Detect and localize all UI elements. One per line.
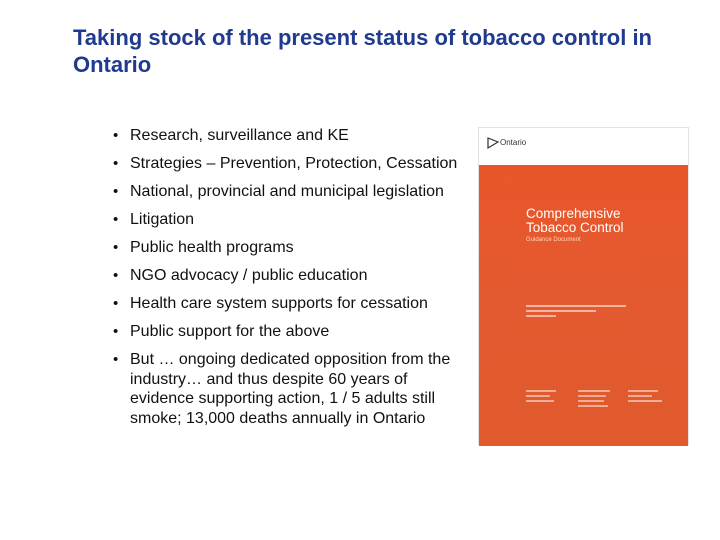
credit-line: [526, 400, 554, 402]
bullet-item: • Public health programs: [113, 238, 463, 258]
credit-line: [628, 395, 652, 397]
cover-header: [479, 128, 688, 165]
bullet-item: • Strategies – Prevention, Protection, Cessation: [113, 154, 463, 174]
bullet-item: • National, provincial and municipal legislation: [113, 182, 463, 202]
credit-line: [578, 405, 608, 407]
credit-line: [526, 395, 550, 397]
fineprint-line: [526, 310, 596, 312]
bullet-item: • Health care system supports for cessation: [113, 294, 463, 314]
cover-credits: [526, 390, 676, 420]
ontario-trillium-logo-icon: [486, 136, 500, 150]
bullet-list: [113, 126, 463, 437]
credit-line: [628, 390, 658, 392]
credit-line: [578, 395, 606, 397]
bullet-item: • Research, surveillance and KE: [113, 126, 463, 146]
bullet-item: • NGO advocacy / public education: [113, 266, 463, 286]
bullet-item: • Litigation: [113, 210, 463, 230]
credit-line: [628, 400, 662, 402]
credit-line: [578, 400, 604, 402]
cover-heading: Comprehensive Tobacco Control: [526, 206, 624, 235]
cover-title-block: [526, 207, 686, 243]
cover-subheading: Guidance Document: [526, 237, 581, 243]
credit-line: [526, 390, 556, 392]
fineprint-line: [526, 305, 626, 307]
bullet-item: • But … ongoing dedicated opposition from the industry… and thus despite 60 years of evidence supporting action, 1 / 5 adults still smoke; 13,000 deaths annually in Ontario: [113, 350, 463, 428]
fineprint-line: [526, 315, 556, 317]
credit-line: [578, 390, 610, 392]
logo-text: Ontario: [500, 138, 527, 147]
cover-fineprint: [526, 305, 676, 325]
bullet-item: • Public support for the above: [113, 322, 463, 342]
slide-title: Taking stock of the present status of tobacco control in Ontario: [73, 25, 652, 77]
